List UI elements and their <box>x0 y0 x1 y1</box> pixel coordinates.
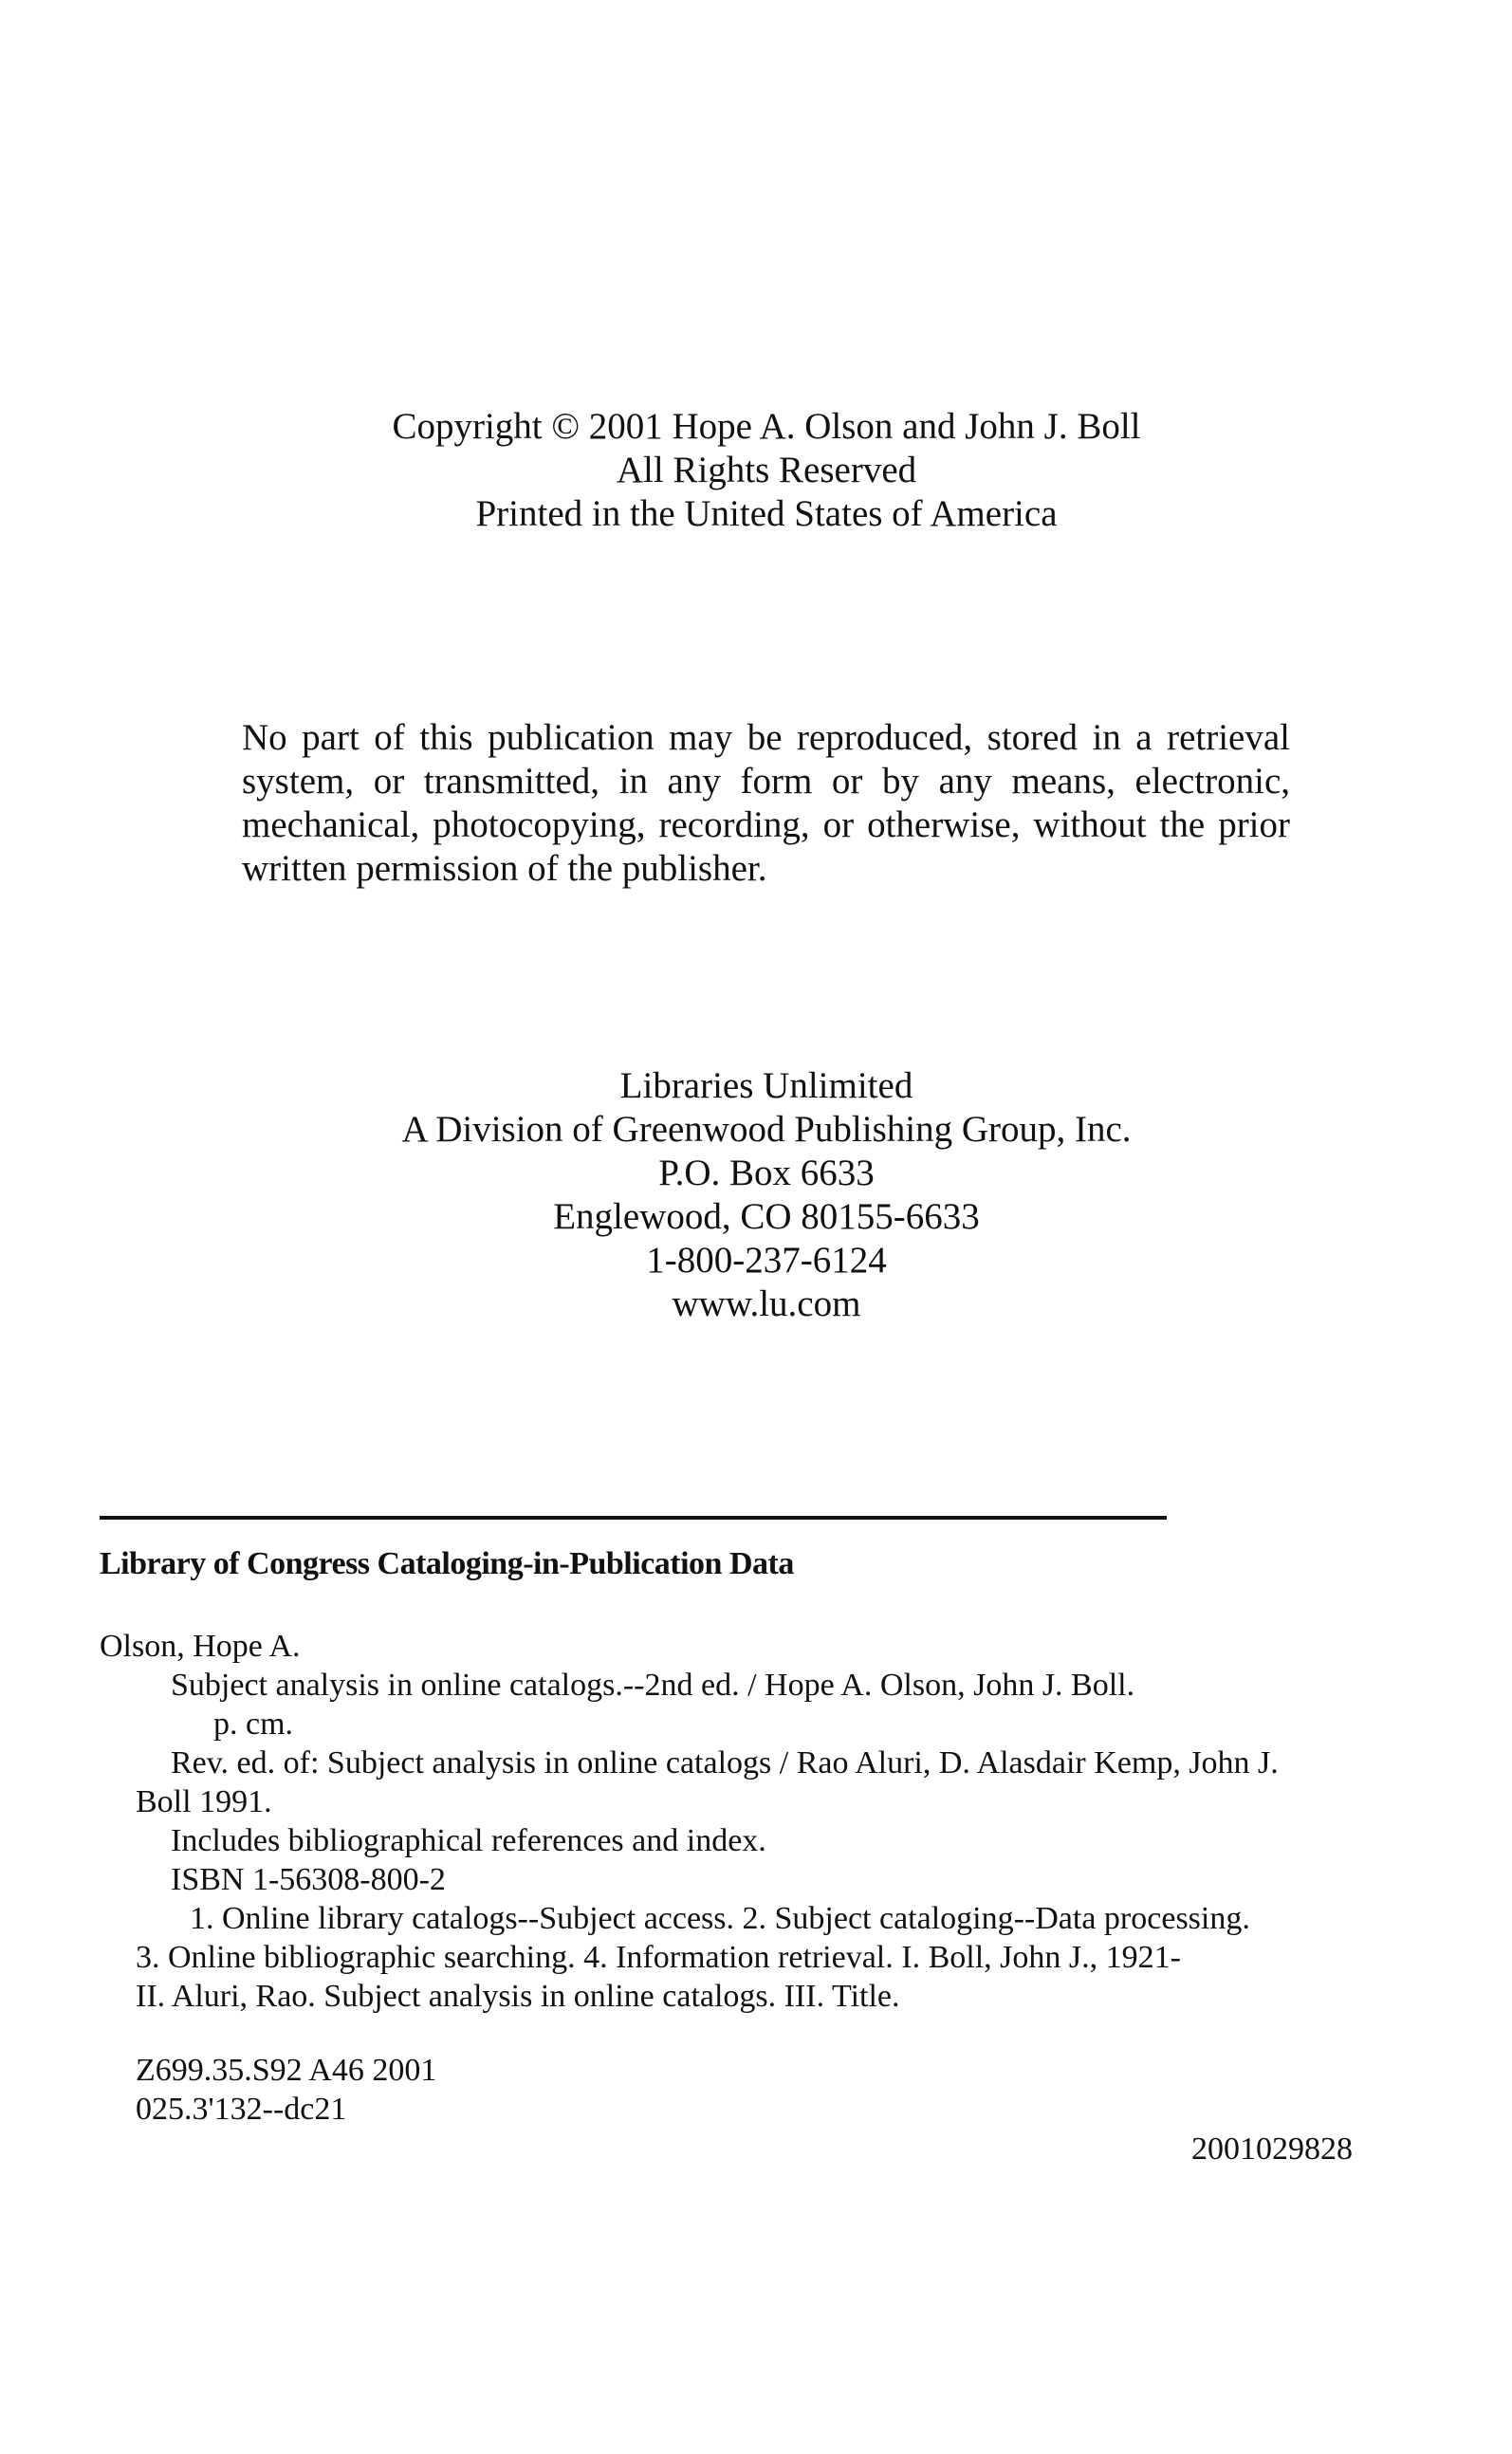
cip-line: Includes bibliographical references and index. <box>171 1823 766 1858</box>
divider-rule <box>100 1516 1167 1520</box>
dewey-classification: 025.3'132--dc21 <box>136 2092 347 2127</box>
publisher-division: A Division of Greenwood Publishing Group, Inc. <box>401 1109 1132 1150</box>
cip-line: 3. Online bibliographic searching. 4. Information retrieval. I. Boll, John J., 1921- <box>136 1940 1181 1975</box>
cip-heading: Library of Congress Cataloging-in-Publication Data <box>100 1546 794 1581</box>
cip-line: Olson, Hope A. <box>100 1629 301 1664</box>
cip-line: Boll 1991. <box>136 1784 272 1819</box>
publisher-name: Libraries Unlimited <box>619 1065 913 1106</box>
lc-classification: Z699.35.S92 A46 2001 <box>136 2053 437 2088</box>
printed-line: Printed in the United States of America <box>475 493 1058 534</box>
reproduction-notice: No part of this publication may be reproduced, stored in a retrieval system, or transmitted, in any form or by any means, electronic, mechanical, photocopying, recording, or otherwise, without the prior written permission of the publisher. <box>242 717 1290 889</box>
lccn: 2001029828 <box>1191 2131 1353 2167</box>
publisher-website: www.lu.com <box>672 1283 861 1324</box>
cip-line: p. cm. <box>213 1707 294 1742</box>
publisher-pobox: P.O. Box 6633 <box>658 1153 875 1193</box>
rights-line: All Rights Reserved <box>616 450 917 490</box>
cip-line: Subject analysis in online catalogs.--2nd ed. / Hope A. Olson, John J. Boll. <box>171 1668 1135 1703</box>
publisher-phone: 1-800-237-6124 <box>646 1240 887 1281</box>
copyright-line: Copyright © 2001 Hope A. Olson and John J. Boll <box>392 406 1141 447</box>
cip-line: Rev. ed. of: Subject analysis in online catalogs / Rao Aluri, D. Alasdair Kemp, John J. <box>171 1745 1279 1781</box>
publisher-city: Englewood, CO 80155-6633 <box>553 1196 980 1237</box>
cip-line: II. Aluri, Rao. Subject analysis in online catalogs. III. Title. <box>136 1979 900 2014</box>
cip-line: ISBN 1-56308-800-2 <box>171 1862 446 1897</box>
cip-line: 1. Online library catalogs--Subject access. 2. Subject cataloging--Data processing. <box>190 1901 1250 1936</box>
